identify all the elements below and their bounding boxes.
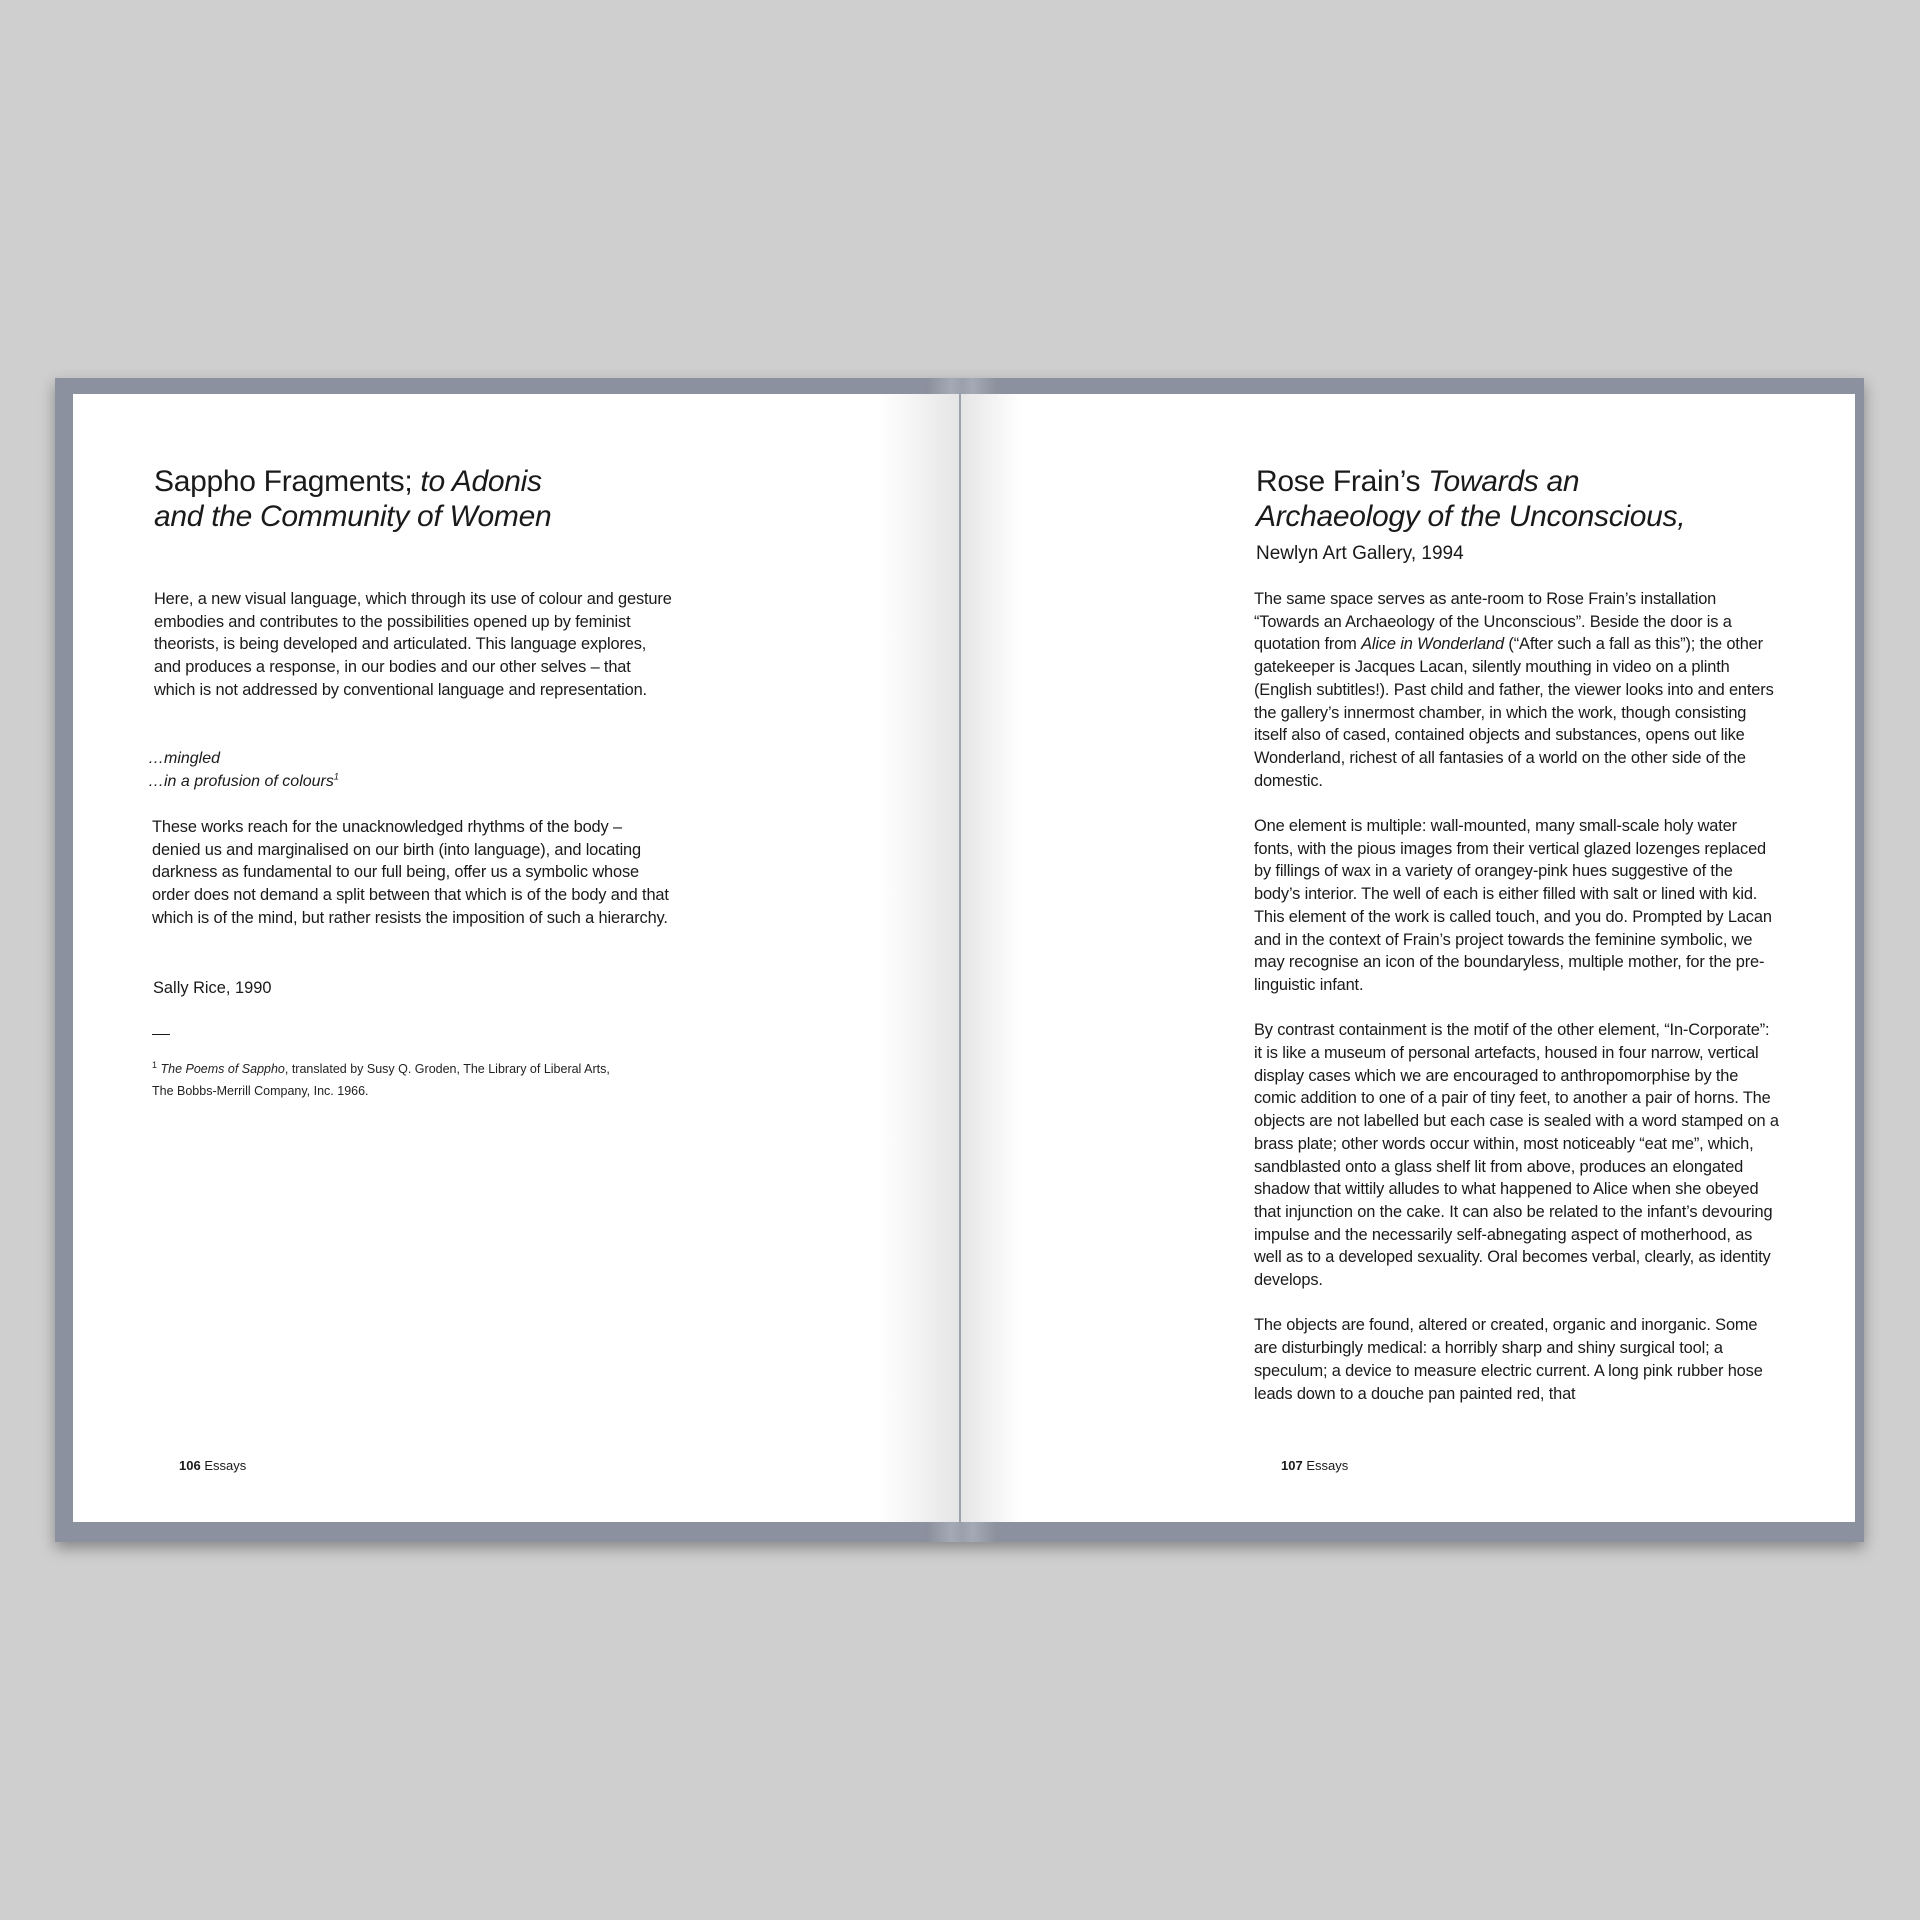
left-epigraph — [148, 748, 648, 793]
left-title-plain: Sappho Fragments; — [154, 465, 421, 498]
right-gutter-shadow — [961, 394, 1021, 1522]
footnote-line-1 — [152, 1058, 712, 1080]
right-p1-part-1: The same space serves as ante-room to Rose Frain’s installation “Towards an Archaeology of the Unconscious”. Beside the door is a quotation from — [1254, 590, 1732, 654]
left-folio — [179, 1458, 246, 1474]
right-paragraph-4: The objects are found, altered or created, organic and inorganic. Some are disturbingly medical: a horribly sharp and shiny surgical tool; a speculum; a device to measure electric current. A long pink rubber hose leads down to a douche pan painted red, that — [1254, 1316, 1763, 1403]
right-p1-part-2: (“After such a fall as this”); the other gatekeeper is Jacques Lacan, silently mouthing in video on a plinth (English subtitles!). Past child and father, the viewer looks into and enters the gallery’s innermost chamber, in which the work, though consisting itself also of cased, contained objects and substances, opens out like Wonderland, richest of all fantasies of a world on the other side of the domestic. — [1254, 635, 1774, 790]
right-body — [1254, 588, 1779, 1428]
right-page-subtitle: Newlyn Art Gallery, 1994 — [1256, 543, 1464, 564]
right-p1-book-title: Alice in Wonderland — [1361, 635, 1505, 654]
right-paragraph-2: One element is multiple: wall-mounted, many small-scale holy water fonts, with the pious images from their vertical glazed lozenges replaced by fillings of wax in a variety of orangey-pink hues suggestive of the body’s interior. The well of each is either filled with salt or lined with kid. This element of the work is called touch, and you do. Prompted by Lacan and in the context of Frain’s project towards the feminine symbolic, we may recognise an icon of the boundaryless, multiple mother, for the pre-linguistic infant. — [1254, 817, 1772, 994]
footnote-divider — [152, 1034, 170, 1035]
left-gutter-shadow — [879, 394, 959, 1522]
right-paragraph-1 — [1254, 588, 1779, 792]
left-paragraph-2-text: These works reach for the unacknowledged rhythms of the body – denied us and marginalised on our birth (into language), and locating darkness as fundamental to our full being, offer us a symbolic whose order does not demand a split between that which is of the body and that which is of the mind, but rather resists the imposition of such a hierarchy. — [152, 818, 669, 927]
left-page — [73, 394, 959, 1522]
epigraph-line-2 — [148, 771, 648, 794]
footnote — [152, 1058, 712, 1102]
left-body-paragraph-2 — [152, 816, 670, 952]
left-title-italic-1: to Adonis — [420, 465, 542, 498]
left-body-paragraph-1 — [154, 588, 672, 724]
right-page-title — [1256, 464, 1816, 534]
left-page-number: 106 — [179, 1458, 201, 1473]
epigraph-line-2-text: …in a profusion of colours — [148, 772, 334, 790]
footnote-line-2: The Bobbs-Merrill Company, Inc. 1966. — [152, 1084, 369, 1098]
right-title-plain: Rose Frain’s — [1256, 465, 1429, 498]
right-running-head: Essays — [1306, 1458, 1349, 1473]
footnote-text-1: , translated by Susy Q. Groden, The Library of Liberal Arts, — [284, 1062, 610, 1076]
footnote-ref-1: 1 — [333, 771, 339, 782]
epigraph-line-1: …mingled — [148, 750, 221, 767]
author-signature: Sally Rice, 1990 — [153, 979, 272, 997]
left-paragraph-1-text: Here, a new visual language, which through its use of colour and gesture embodies and contributes to the possibilities opened up by feminist theorists, is being developed and articulated. This language explores, and produces a response, in our bodies and our other selves – that which is not addressed by conventional language and representation. — [154, 590, 672, 699]
right-folio — [1281, 1458, 1348, 1474]
right-page-number: 107 — [1281, 1458, 1303, 1473]
left-title-italic-2: and the Community of Women — [154, 500, 552, 533]
right-title-italic-1: Towards an — [1428, 465, 1580, 498]
right-page — [961, 394, 1855, 1522]
footnote-title: The Poems of Sappho — [160, 1062, 285, 1076]
right-paragraph-3: By contrast containment is the motif of the other element, “In-Corporate”: it is like a museum of personal artefacts, housed in four narrow, vertical display cases which we are encouraged to anthropomorphise by the comic addition to one of a pair of tiny feet, to another a pair of horns. The objects are not labelled but each case is sealed with a word stamped on a brass plate; other words occur within, most noticeably “eat me”, which, sandblasted onto a glass shelf lit from above, produces an elongated shadow that wittily alludes to what happened to Alice when she obeyed that injunction on the cake. It can also be related to the infant’s devouring impulse and the necessarily self-abnegating aspect of motherhood, as well as to a developed sexuality. Oral becomes verbal, clearly, as identity develops. — [1254, 1021, 1779, 1290]
right-title-italic-2: Archaeology of the Unconscious, — [1256, 500, 1686, 533]
left-running-head: Essays — [204, 1458, 247, 1473]
left-page-title — [154, 464, 854, 534]
footnote-marker: 1 — [152, 1059, 158, 1070]
